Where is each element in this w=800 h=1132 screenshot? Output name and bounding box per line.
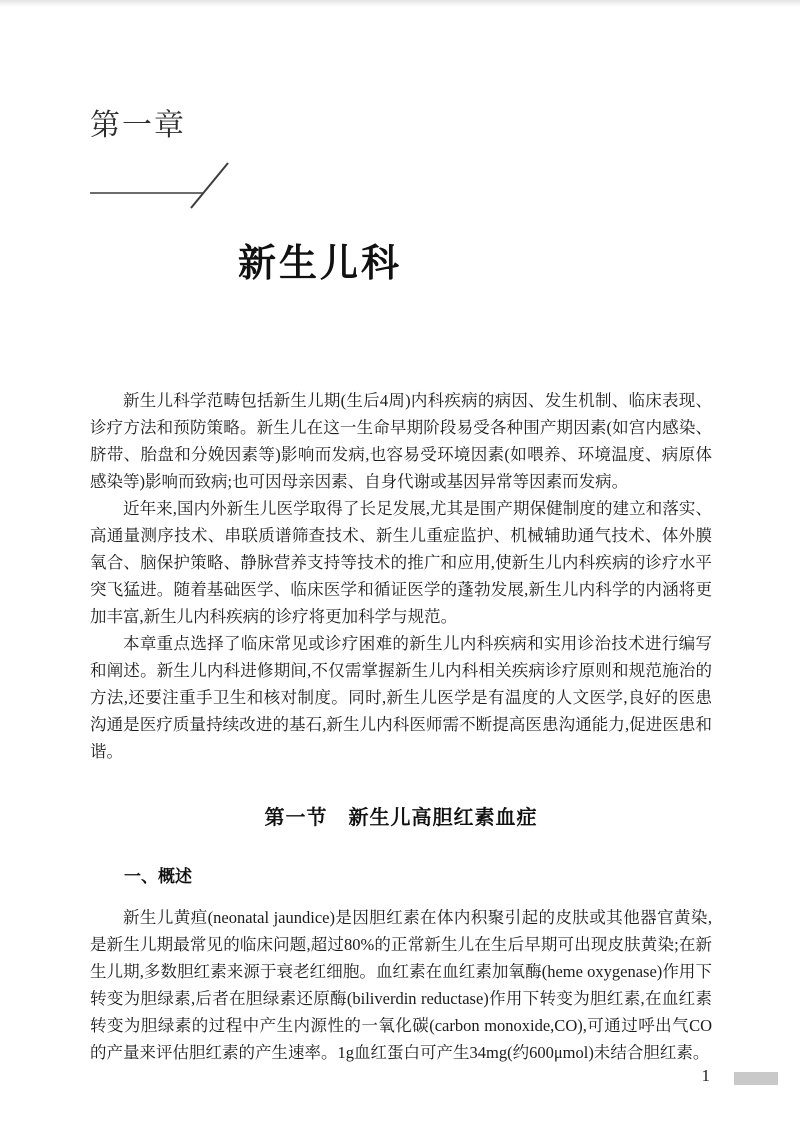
chapter-label: 第一章	[90, 109, 186, 142]
slash-divider-icon	[90, 160, 250, 210]
paragraph: 新生儿科学范畴包括新生儿期(生后4周)内科疾病的病因、发生机制、临床表现、诊疗方法和预防策略。新生儿在这一生命早期阶段易受各种围产期因素(如宫内感染、脐带、胎盘和分娩因素等)影响而发病,也容易受环境因素(如喂养、环境温度、病原体感染等)影响而致病;也可因母亲因素、自身代谢或基因异常等因素而发病。	[90, 391, 712, 491]
page-edge-tab	[734, 1072, 778, 1085]
section-heading: 第一节 新生儿高胆红素血症	[264, 807, 538, 829]
paragraph: 本章重点选择了临床常见或诊疗困难的新生儿内科疾病和实用诊治技术进行编写和阐述。新生儿内科进修期间,不仅需掌握新生儿内科相关疾病诊疗原则和规范施治的方法,还要注重手卫生和核对制度。同时,新生儿医学是有温度的人文医学,良好的医患沟通是医疗质量持续改进的基石,新生儿内科医师需不断提高医患沟通能力,促进医患和谐。	[90, 634, 713, 761]
paragraph: 近年来,国内外新生儿医学取得了长足发展,尤其是围产期保健制度的建立和落实、高通量测序技术、串联质谱筛查技术、新生儿重症监护、机械辅助通气技术、体外膜氧合、脑保护策略、静脉营养支持等技术的推广和应用,使新生儿内科疾病的诊疗水平突飞猛进。随着基础医学、临床医学和循证医学的蓬勃发展,新生儿内科学的内涵将更加丰富,新生儿内科疾病的诊疗将更加科学与规范。	[90, 499, 712, 626]
subsection-heading: 一、概述	[124, 867, 192, 886]
chapter-divider	[90, 160, 250, 210]
paragraph: 新生儿黄疸(neonatal jaundice)是因胆红素在体内积聚引起的皮肤或其他器官黄染,是新生儿期最常见的临床问题,超过80%的正常新生儿在生后早期可出现皮肤黄染;在新生儿期,多数胆红素来源于衰老红细胞。血红素在血红素加氧酶(heme oxygenase)作用下转变为胆绿素,后者在胆绿素还原酶(biliverdin reductase)作用下转变为胆红素,在血红素转变为胆绿素的过程中产生内源性的一氧化碳(carbon monoxide,CO),可通过呼出气CO的产量来评估胆红素的产生速率。1g血红蛋白可产生34mg(约600μmol)未结合胆红素。	[90, 908, 712, 1062]
page-number: 1	[701, 1066, 710, 1085]
section-paragraphs	[90, 904, 712, 1066]
chapter-title: 新生儿科	[238, 243, 403, 285]
intro-paragraphs	[90, 387, 712, 765]
